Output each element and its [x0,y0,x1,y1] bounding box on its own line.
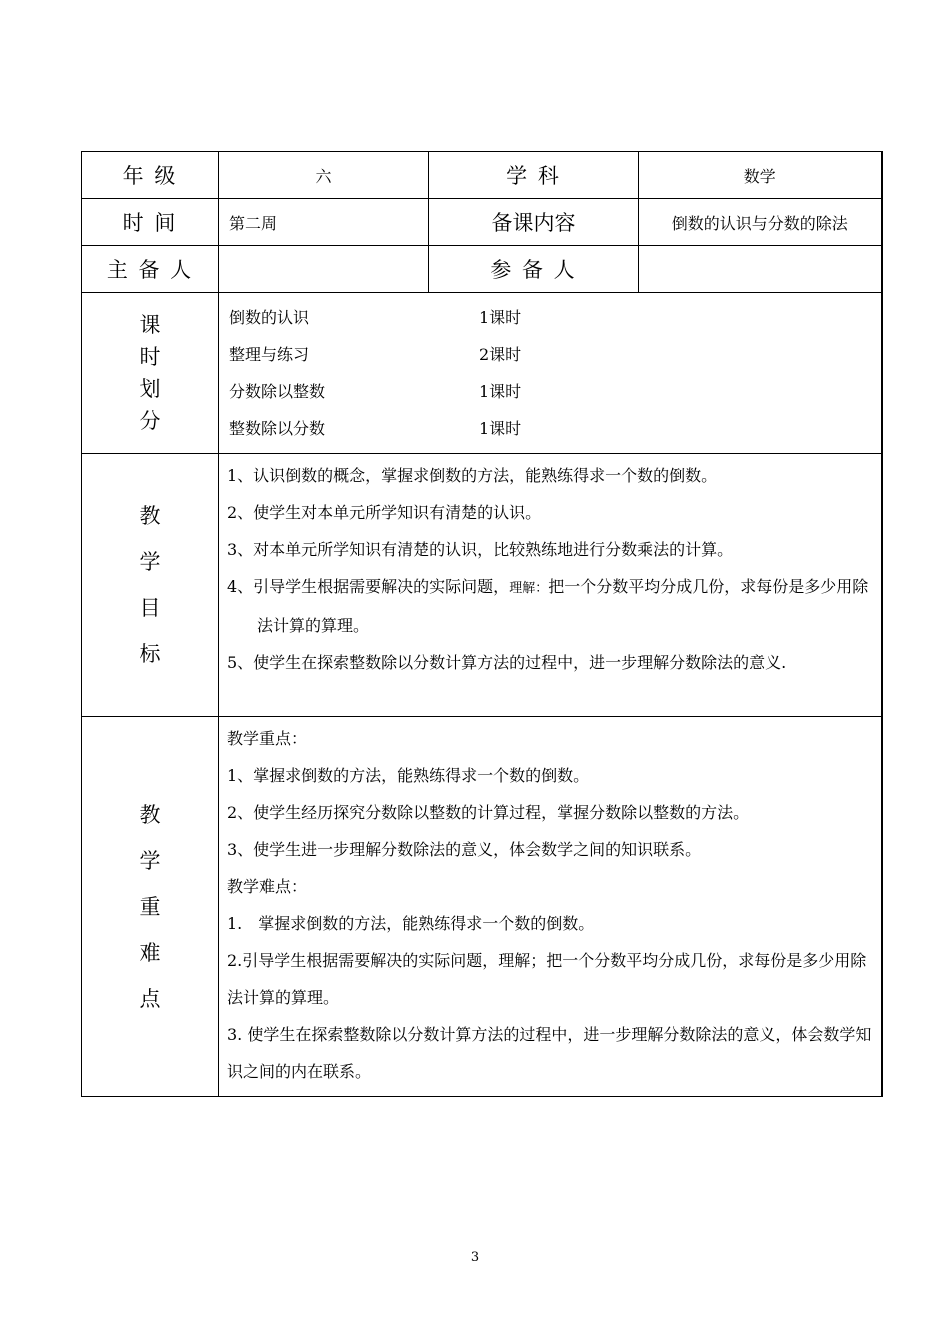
assist-preparer-value [639,246,882,293]
schedule-label [82,293,219,454]
keypoints-list [219,717,882,1097]
schedule-item [229,410,871,447]
lesson-plan-table [81,151,883,1097]
keypoints-label-char: 学 [139,848,161,873]
focus-item: 2、使学生经历探究分数除以整数的计算过程，掌握分数除以整数的方法。 [227,803,750,822]
schedule-item [229,336,871,373]
lead-preparer-value [219,246,429,293]
focus-title: 教学重点： [227,729,308,748]
keypoints-label [82,717,219,1097]
keypoints-label-char: 重 [139,894,161,919]
goal-item: 3、对本单元所学知识有清楚的认识，比较熟练地进行分数乘法的计算。 [227,540,734,559]
goals-label-char: 教 [139,504,161,528]
schedule-row [82,293,882,454]
goal-item: 2、使学生对本单元所学知识有清楚的认识。 [227,503,542,522]
keypoints-row [82,717,882,1097]
goal-item-part: 理解： [509,581,549,596]
schedule-list [219,293,882,454]
schedule-label-char: 分 [139,409,161,433]
schedule-item-hours: 1课时 [479,382,522,401]
subject-label: 学 科 [429,152,639,199]
content-value: 倒数的认识与分数的除法 [639,199,882,246]
grade-value: 六 [219,152,429,199]
schedule-item-name: 分数除以整数 [229,382,326,401]
lead-preparer-label: 主 备 人 [82,246,219,293]
schedule-item [229,373,871,410]
goals-label-char: 目 [139,596,161,620]
time-value: 第二周 [219,199,429,246]
goal-item: 5、使学生在探索整数除以分数计算方法的过程中，进一步理解分数除法的意义. [227,653,787,672]
goal-item [227,568,873,644]
keypoints-label-char: 难 [139,940,161,965]
difficulty-item: 1. 掌握求倒数的方法，能熟练得求一个数的倒数。 [227,914,595,933]
schedule-item [229,299,871,336]
keypoints-label-char: 教 [139,802,161,827]
goals-label-char: 标 [139,642,161,666]
goals-row [82,454,882,717]
goals-list [219,454,882,717]
schedule-label-char: 课 [139,313,161,337]
time-label: 时 间 [82,199,219,246]
goals-label-char: 学 [139,550,161,574]
schedule-item-name: 倒数的认识 [229,308,310,327]
page-number: 3 [470,1250,480,1265]
schedule-item-name: 整理与练习 [229,345,310,364]
goal-item-part: 把一个分数平均分成几份，求每份是多少用除法计算的算理。 [257,577,869,635]
difficulty-title: 教学难点： [227,877,308,896]
focus-item: 1、掌握求倒数的方法，能熟练得求一个数的倒数。 [227,766,590,785]
keypoints-label-char: 点 [139,986,161,1011]
schedule-label-char: 时 [139,345,161,369]
schedule-item-name: 整数除以分数 [229,419,326,438]
header-row-time [82,199,882,246]
schedule-label-char: 划 [139,377,161,401]
subject-value: 数学 [639,152,882,199]
assist-preparer-label: 参 备 人 [429,246,639,293]
header-row-grade [82,152,882,199]
goal-item: 1、认识倒数的概念，掌握求倒数的方法，能熟练得求一个数的倒数。 [227,466,718,485]
goals-label [82,454,219,717]
header-row-preparer [82,246,882,293]
goal-item-part: 4、引导学生根据需要解决的实际问题， [227,577,510,596]
difficulty-item: 2.引导学生根据需要解决的实际问题，理解；把一个分数平均分成几份，求每份是多少用除法计算的算理。 [227,951,867,1007]
schedule-item-hours: 1课时 [479,308,522,327]
content-label: 备课内容 [429,199,639,246]
lesson-plan-sheet [81,151,881,1097]
schedule-item-hours: 1课时 [479,419,522,438]
schedule-item-hours: 2课时 [479,345,522,364]
grade-label: 年 级 [82,152,219,199]
focus-item: 3、使学生进一步理解分数除法的意义，体会数学之间的知识联系。 [227,840,702,859]
difficulty-item: 3. 使学生在探索整数除以分数计算方法的过程中，进一步理解分数除法的意义，体会数学知识之间的内在联系。 [227,1025,872,1081]
